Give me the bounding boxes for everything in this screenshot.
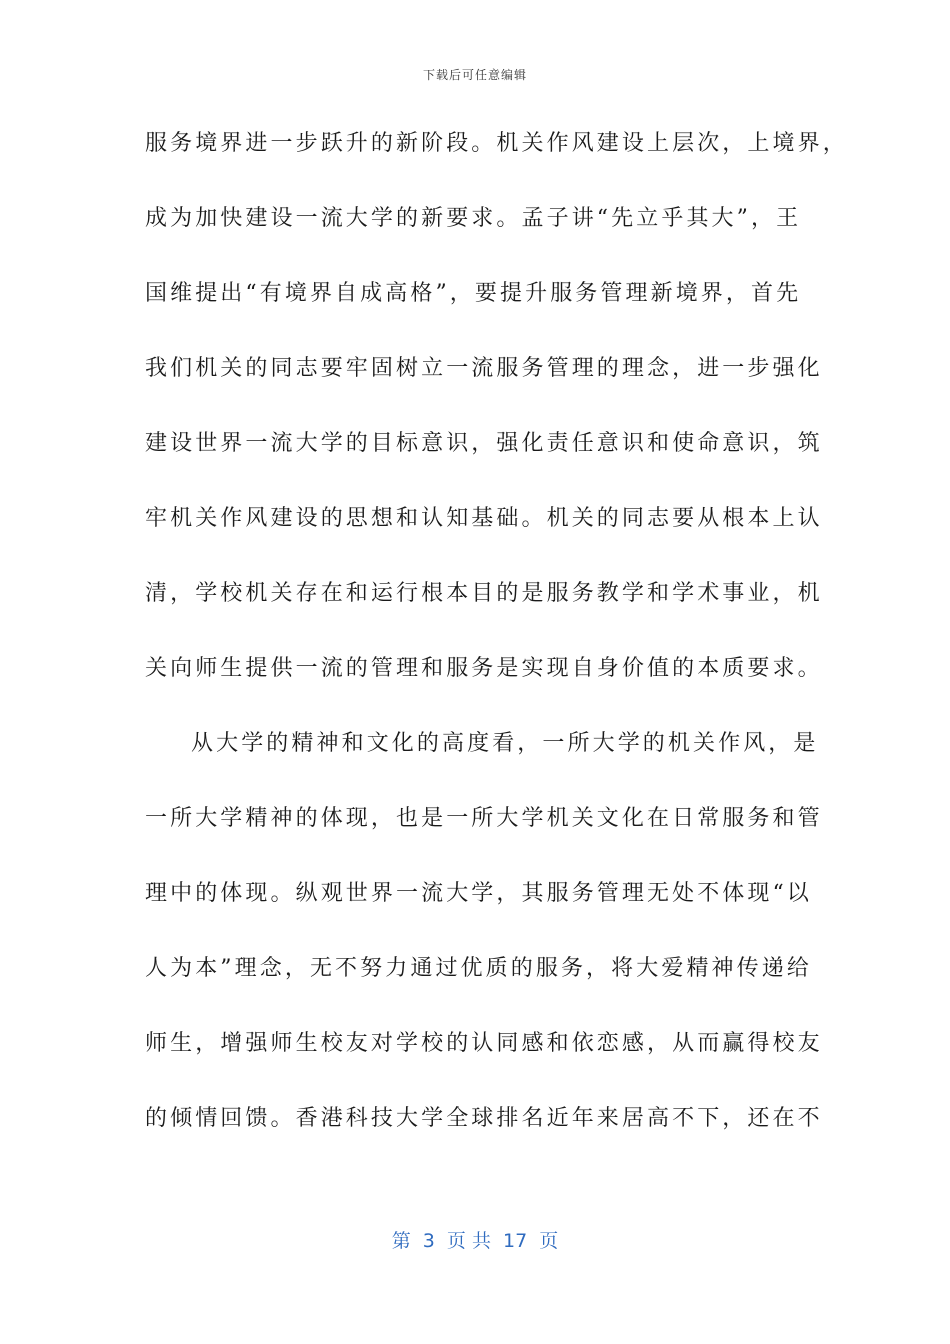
page-number-footer: 第 3 页 共 17 页 [391, 1230, 559, 1252]
text-line: 国维提出“有境界自成高格”，要提升服务管理新境界，首先 [145, 281, 802, 306]
text-line: 服务境界进一步跃升的新阶段。机关作风建设上层次，上境界， [145, 131, 848, 156]
text-line: 从大学的精神和文化的高度看，一所大学的机关作风，是 [191, 731, 819, 756]
paragraph-2 [145, 720, 823, 1170]
text-line: 关向师生提供一流的管理和服务是实现自身价值的本质要求。 [145, 656, 823, 681]
text-line: 清，学校机关存在和运行根本目的是服务教学和学术事业，机 [145, 581, 823, 606]
text-line: 牢机关作风建设的思想和认知基础。机关的同志要从根本上认 [145, 506, 823, 531]
document-body [145, 120, 848, 1170]
text-line: 我们机关的同志要牢固树立一流服务管理的理念，进一步强化 [145, 356, 823, 381]
text-line: 理中的体现。纵观世界一流大学，其服务管理无处不体现“以 [145, 881, 812, 906]
text-line: 一所大学精神的体现，也是一所大学机关文化在日常服务和管 [145, 806, 823, 831]
text-line: 成为加快建设一流大学的新要求。孟子讲“先立乎其大”，王 [145, 206, 802, 231]
text-line: 人为本”理念，无不努力通过优质的服务，将大爱精神传递给 [145, 956, 812, 981]
text-line: 建设世界一流大学的目标意识，强化责任意识和使命意识，筑 [145, 431, 823, 456]
text-line: 的倾情回馈。香港科技大学全球排名近年来居高不下，还在不 [145, 1106, 823, 1131]
text-line: 师生，增强师生校友对学校的认同感和依恋感，从而赢得校友 [145, 1031, 823, 1056]
download-note-header: 下载后可任意编辑 [422, 68, 527, 82]
paragraph-1 [145, 120, 848, 720]
